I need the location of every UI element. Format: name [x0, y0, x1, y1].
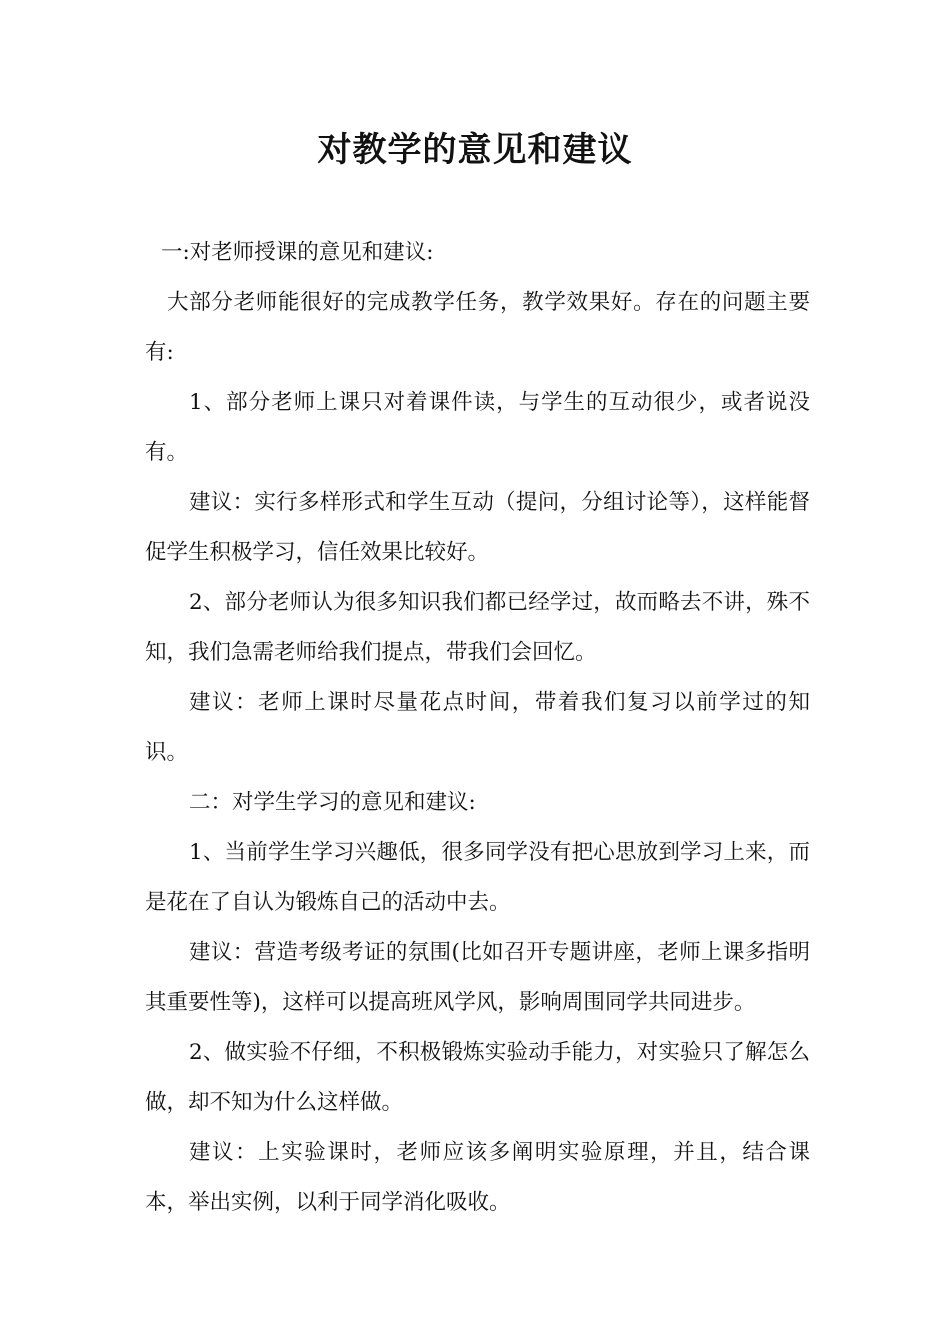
paragraph: 建议：上实验课时，老师应该多阐明实验原理，并且，结合课本，举出实例，以利于同学消化吸收。	[145, 1140, 810, 1215]
paragraph: 建议：老师上课时尽量花点时间，带着我们复习以前学过的知识。	[145, 690, 810, 765]
section-heading-2: 二：对学生学习的意见和建议:	[189, 790, 476, 815]
paragraph: 1、当前学生学习兴趣低，很多同学没有把心思放到学习上来，而是花在了自认为锻炼自己的活动中去。	[145, 840, 810, 915]
paragraph: 1、部分老师上课只对着课件读，与学生的互动很少，或者说没有。	[145, 390, 810, 465]
document-title: 对教学的意见和建议	[317, 130, 633, 170]
document-body	[145, 228, 810, 1228]
paragraph: 大部分老师能很好的完成教学任务，教学效果好。存在的问题主要有:	[145, 290, 810, 365]
section-heading-1: 一:对老师授课的意见和建议:	[161, 240, 434, 265]
paragraph: 2、做实验不仔细，不积极锻炼实验动手能力，对实验只了解怎么做，却不知为什么这样做。	[145, 1040, 810, 1115]
paragraph: 2、部分老师认为很多知识我们都已经学过，故而略去不讲，殊不知，我们急需老师给我们提点，带我们会回忆。	[145, 590, 810, 665]
paragraph: 建议：营造考级考证的氛围(比如召开专题讲座，老师上课多指明其重要性等)，这样可以提高班风学风，影响周围同学共同进步。	[145, 940, 810, 1015]
paragraph: 建议：实行多样形式和学生互动（提问，分组讨论等），这样能督促学生积极学习，信任效果比较好。	[145, 490, 810, 565]
